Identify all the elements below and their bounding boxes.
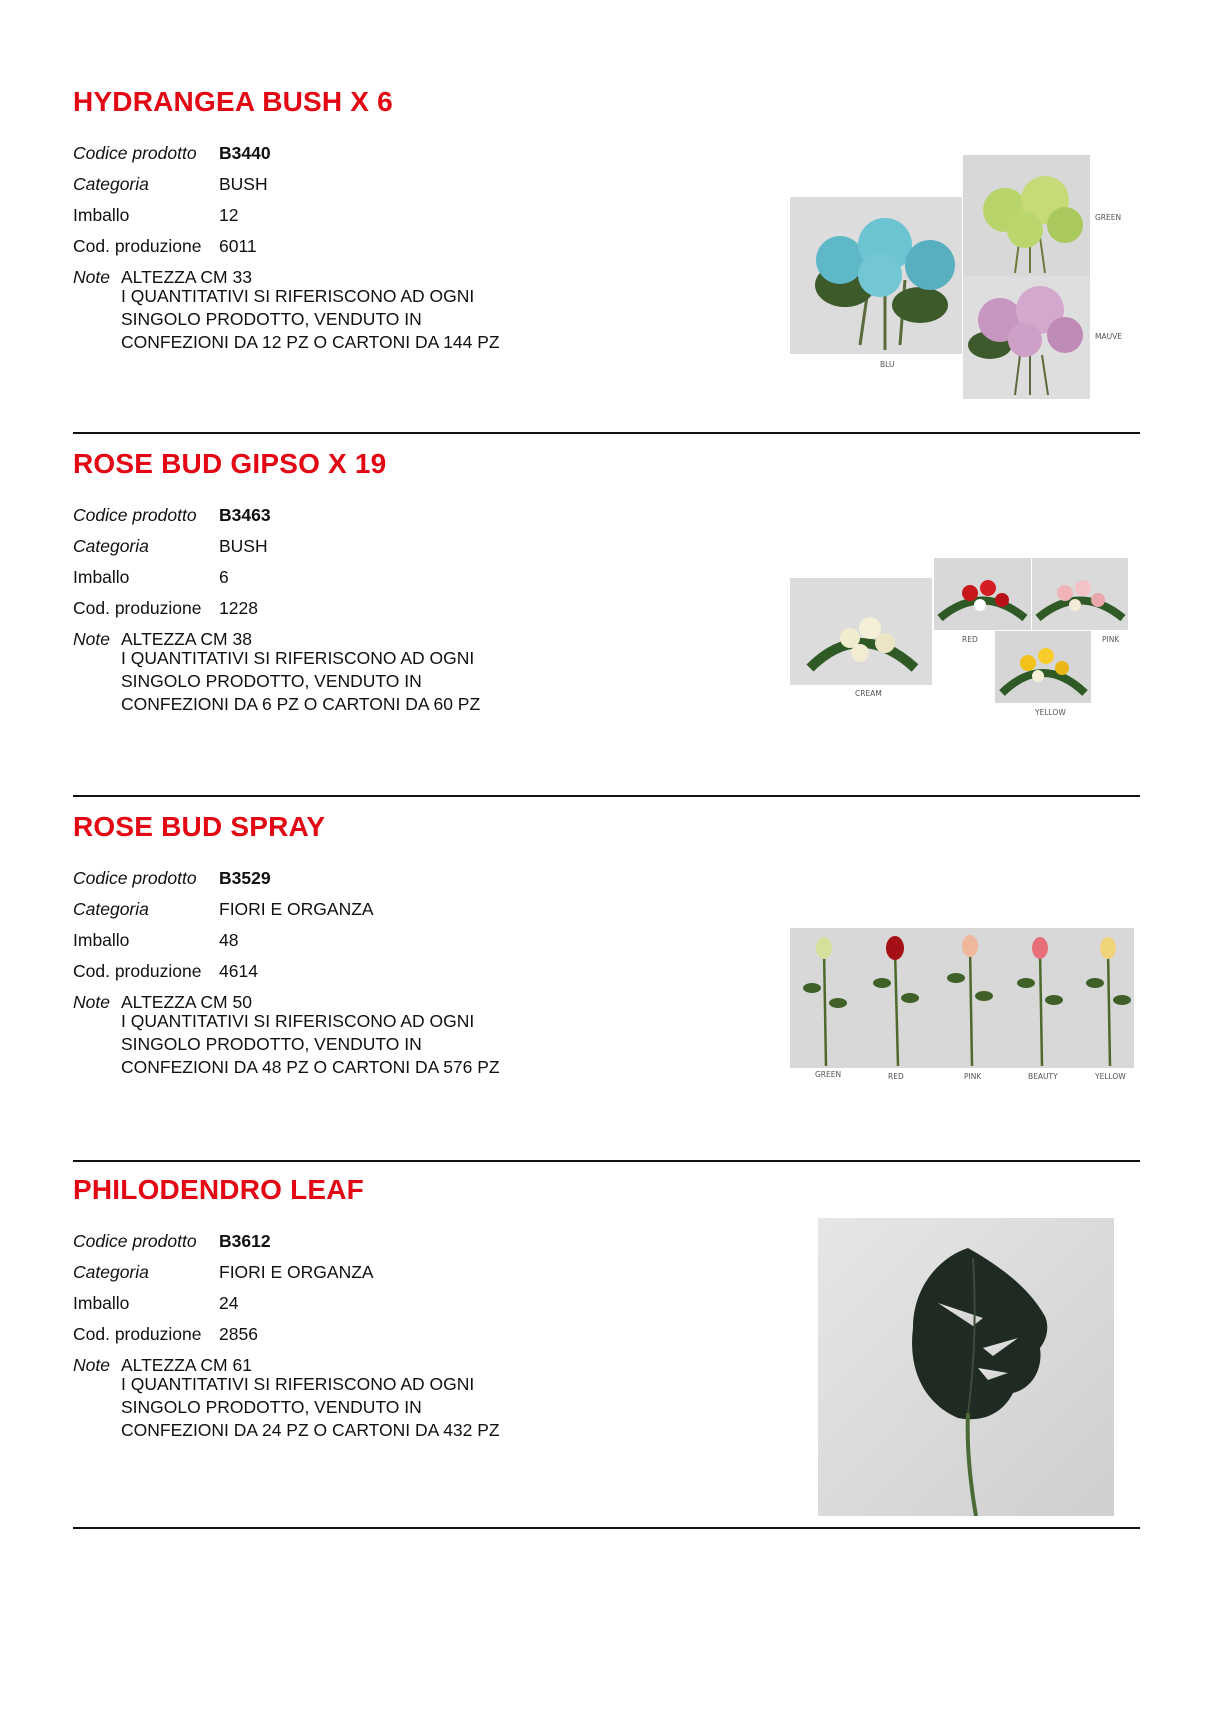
product-title: ROSE BUD GIPSO X 19 (73, 448, 387, 479)
image-caption: YELLOW (1035, 708, 1066, 717)
image-caption: PINK (1102, 635, 1120, 644)
section-divider (73, 1160, 1140, 1162)
product-code: B3612 (219, 1231, 271, 1251)
product-photo-hydrangea (790, 155, 1140, 405)
product-packing: 12 (219, 205, 239, 225)
image-caption: RED (888, 1072, 904, 1081)
product-category: FIORI E ORGANZA (219, 1262, 374, 1282)
packing-label: Imballo (73, 1293, 130, 1313)
production-label: Cod. produzione (73, 598, 202, 618)
note-line: CONFEZIONI DA 24 PZ O CARTONI DA 432 PZ (121, 1420, 500, 1440)
packing-label: Imballo (73, 205, 130, 225)
note-line: SINGOLO PRODOTTO, VENDUTO IN (121, 1034, 422, 1054)
note-line: I QUANTITATIVI SI RIFERISCONO AD OGNI (121, 1011, 475, 1031)
image-caption: BEAUTY (1028, 1072, 1058, 1081)
note-label: Note (73, 992, 110, 1012)
code-label: Codice prodotto (73, 505, 197, 525)
note-text (121, 987, 500, 1079)
product-production-code: 1228 (219, 598, 258, 618)
production-label: Cod. produzione (73, 961, 202, 981)
production-label: Cod. produzione (73, 1324, 202, 1344)
code-label: Codice prodotto (73, 143, 197, 163)
note-line: I QUANTITATIVI SI RIFERISCONO AD OGNI (121, 648, 475, 668)
product-category: FIORI E ORGANZA (219, 899, 374, 919)
image-caption: CREAM (855, 689, 882, 698)
product-production-code: 4614 (219, 961, 258, 981)
image-caption: YELLOW (1095, 1072, 1126, 1081)
note-text (121, 624, 480, 716)
product-category: BUSH (219, 536, 268, 556)
note-text (121, 1350, 500, 1442)
product-code: B3440 (219, 143, 271, 163)
note-label: Note (73, 629, 110, 649)
section-divider (73, 795, 1140, 797)
note-line: SINGOLO PRODOTTO, VENDUTO IN (121, 1397, 422, 1417)
product-category: BUSH (219, 174, 268, 194)
category-label: Categoria (73, 174, 149, 194)
note-line: ALTEZZA CM 38 (121, 629, 252, 649)
image-caption: MAUVE (1095, 332, 1122, 341)
note-line: CONFEZIONI DA 12 PZ O CARTONI DA 144 PZ (121, 332, 500, 352)
note-line: CONFEZIONI DA 48 PZ O CARTONI DA 576 PZ (121, 1057, 500, 1077)
image-caption: BLU (880, 360, 895, 369)
packing-label: Imballo (73, 930, 130, 950)
code-label: Codice prodotto (73, 1231, 197, 1251)
note-label: Note (73, 1355, 110, 1375)
product-title: ROSE BUD SPRAY (73, 811, 326, 842)
code-label: Codice prodotto (73, 868, 197, 888)
category-label: Categoria (73, 1262, 149, 1282)
category-label: Categoria (73, 899, 149, 919)
product-packing: 6 (219, 567, 229, 587)
product-production-code: 6011 (219, 236, 257, 256)
product-fields (73, 863, 500, 1079)
product-fields (73, 1226, 500, 1442)
product-fields (73, 500, 480, 716)
note-line: ALTEZZA CM 50 (121, 992, 252, 1012)
note-line: I QUANTITATIVI SI RIFERISCONO AD OGNI (121, 286, 475, 306)
packing-label: Imballo (73, 567, 130, 587)
category-label: Categoria (73, 536, 149, 556)
note-line: ALTEZZA CM 61 (121, 1355, 252, 1375)
product-photo-philodendro-leaf (818, 1218, 1114, 1516)
image-caption: GREEN (1095, 213, 1122, 222)
image-caption: PINK (964, 1072, 982, 1081)
product-packing: 48 (219, 930, 239, 950)
note-line: SINGOLO PRODOTTO, VENDUTO IN (121, 671, 422, 691)
product-production-code: 2856 (219, 1324, 258, 1344)
note-line: CONFEZIONI DA 6 PZ O CARTONI DA 60 PZ (121, 694, 481, 714)
product-fields (73, 138, 500, 354)
image-caption: GREEN (815, 1070, 842, 1079)
note-line: SINGOLO PRODOTTO, VENDUTO IN (121, 309, 422, 329)
product-photo-rose-bud-gipso (790, 558, 1140, 718)
section-divider (73, 432, 1140, 434)
section-divider (73, 1527, 1140, 1529)
note-line: ALTEZZA CM 33 (121, 267, 252, 287)
product-photo-rose-bud-spray (790, 928, 1140, 1083)
note-line: I QUANTITATIVI SI RIFERISCONO AD OGNI (121, 1374, 475, 1394)
note-label: Note (73, 267, 110, 287)
note-text (121, 262, 500, 354)
product-code: B3529 (219, 868, 271, 888)
product-title: HYDRANGEA BUSH X 6 (73, 86, 393, 117)
image-caption: RED (962, 635, 978, 644)
production-label: Cod. produzione (73, 236, 202, 256)
product-title: PHILODENDRO LEAF (73, 1174, 364, 1205)
product-code: B3463 (219, 505, 271, 525)
product-packing: 24 (219, 1293, 239, 1313)
